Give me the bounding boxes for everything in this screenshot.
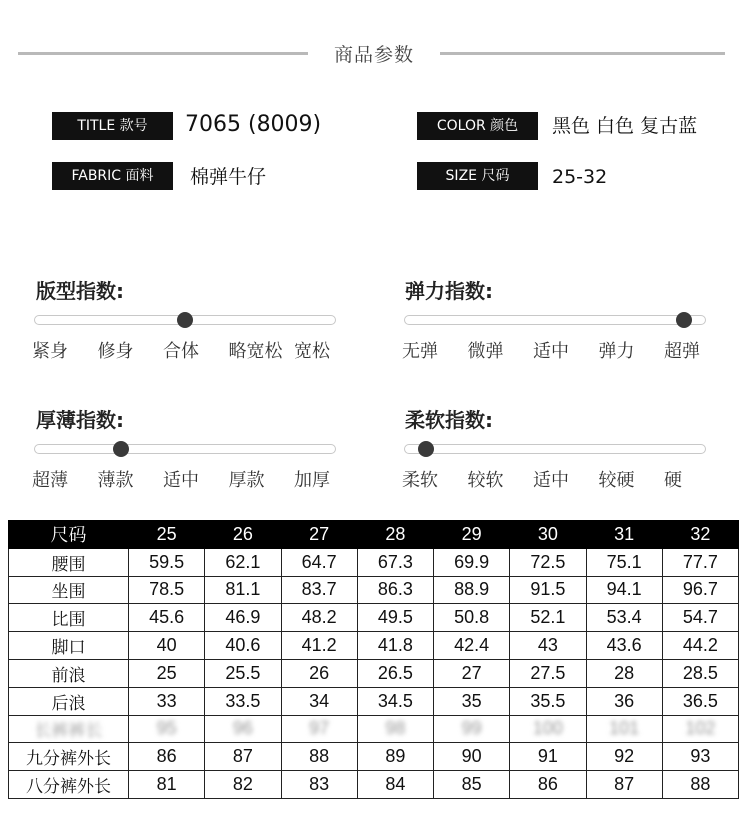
fabric-value: 棉弹牛仔 bbox=[190, 166, 267, 188]
fit-option: 紧身 bbox=[32, 341, 68, 362]
value-cell: 25 bbox=[129, 659, 205, 687]
thickness-index-track bbox=[34, 444, 336, 454]
value-cell: 36.5 bbox=[662, 687, 738, 715]
header-cell: 29 bbox=[434, 521, 510, 549]
value-cell: 40 bbox=[129, 632, 205, 660]
value-cell: 86 bbox=[129, 743, 205, 771]
fit-index-title: 版型指数: bbox=[36, 279, 124, 303]
value-cell: 96.7 bbox=[662, 576, 738, 604]
value-cell: 88.9 bbox=[434, 576, 510, 604]
row-label-cell: 脚口 bbox=[9, 632, 129, 660]
value-cell: 77.7 bbox=[662, 548, 738, 576]
value-cell: 59.5 bbox=[129, 548, 205, 576]
value-cell: 91 bbox=[510, 743, 586, 771]
section-title: 商品参数 bbox=[333, 44, 414, 66]
value-cell: 36 bbox=[586, 687, 662, 715]
value-cell: 90 bbox=[434, 743, 510, 771]
row-label-cell: 前浪 bbox=[9, 659, 129, 687]
header-cell: 25 bbox=[129, 521, 205, 549]
value-cell: 82 bbox=[205, 771, 281, 799]
value-cell: 94.1 bbox=[586, 576, 662, 604]
value-cell: 50.8 bbox=[434, 604, 510, 632]
value-cell: 100 bbox=[510, 715, 586, 743]
value-cell: 83.7 bbox=[281, 576, 357, 604]
header-cell: 30 bbox=[510, 521, 586, 549]
value-cell: 69.9 bbox=[434, 548, 510, 576]
header-divider-right bbox=[440, 52, 725, 55]
value-cell: 87 bbox=[586, 771, 662, 799]
value-cell: 44.2 bbox=[662, 632, 738, 660]
value-cell: 72.5 bbox=[510, 548, 586, 576]
table-row bbox=[9, 659, 739, 687]
value-cell: 33 bbox=[129, 687, 205, 715]
table-row bbox=[9, 548, 739, 576]
header-cell: 尺码 bbox=[9, 521, 129, 549]
value-cell: 41.2 bbox=[281, 632, 357, 660]
value-cell: 81 bbox=[129, 771, 205, 799]
value-cell: 41.8 bbox=[357, 632, 433, 660]
table-row bbox=[9, 771, 739, 799]
table-header-row bbox=[9, 521, 739, 549]
elasticity-index-title: 弹力指数: bbox=[405, 279, 493, 303]
value-cell: 49.5 bbox=[357, 604, 433, 632]
value-cell: 89 bbox=[357, 743, 433, 771]
size-table bbox=[8, 520, 739, 799]
value-cell: 46.9 bbox=[205, 604, 281, 632]
fit-option: 合体 bbox=[163, 341, 199, 362]
size-table-header bbox=[9, 521, 739, 549]
thickness-option: 薄款 bbox=[97, 470, 134, 491]
row-label-cell: 八分裤外长 bbox=[9, 771, 129, 799]
thickness-option: 厚款 bbox=[228, 470, 265, 491]
header-cell: 27 bbox=[281, 521, 357, 549]
value-cell: 97 bbox=[281, 715, 357, 743]
value-cell: 62.1 bbox=[205, 548, 281, 576]
softness-index-knob bbox=[418, 441, 434, 457]
table-row bbox=[9, 687, 739, 715]
value-cell: 84 bbox=[357, 771, 433, 799]
value-cell: 34 bbox=[281, 687, 357, 715]
softness-index-track bbox=[404, 444, 706, 454]
softness-option: 较软 bbox=[467, 470, 504, 491]
value-cell: 26 bbox=[281, 659, 357, 687]
softness-option: 适中 bbox=[533, 470, 569, 491]
fabric-tag: FABRIC 面料 bbox=[52, 162, 173, 190]
elasticity-index-knob bbox=[676, 312, 692, 328]
value-cell: 85 bbox=[434, 771, 510, 799]
value-cell: 93 bbox=[662, 743, 738, 771]
value-cell: 67.3 bbox=[357, 548, 433, 576]
title-value: 7065 (8009) bbox=[185, 112, 322, 137]
row-label-cell: 九分裤外长 bbox=[9, 743, 129, 771]
size-value: 25-32 bbox=[552, 166, 608, 188]
softness-index-title: 柔软指数: bbox=[405, 408, 493, 432]
elasticity-option: 超弹 bbox=[664, 341, 700, 362]
value-cell: 48.2 bbox=[281, 604, 357, 632]
size-tag: SIZE 尺码 bbox=[417, 162, 538, 190]
thickness-option: 适中 bbox=[163, 470, 199, 491]
row-label-cell: 长裤裤长 bbox=[9, 715, 129, 743]
value-cell: 53.4 bbox=[586, 604, 662, 632]
header-divider-left bbox=[18, 52, 308, 55]
value-cell: 42.4 bbox=[434, 632, 510, 660]
value-cell: 92 bbox=[586, 743, 662, 771]
softness-option: 硬 bbox=[664, 470, 682, 491]
table-row bbox=[9, 604, 739, 632]
fit-option: 修身 bbox=[97, 341, 134, 362]
value-cell: 43.6 bbox=[586, 632, 662, 660]
thickness-index-knob bbox=[113, 441, 129, 457]
value-cell: 52.1 bbox=[510, 604, 586, 632]
elasticity-option: 无弹 bbox=[402, 341, 438, 362]
value-cell: 28.5 bbox=[662, 659, 738, 687]
value-cell: 99 bbox=[434, 715, 510, 743]
size-table-body bbox=[9, 548, 739, 798]
value-cell: 75.1 bbox=[586, 548, 662, 576]
thickness-option: 加厚 bbox=[294, 470, 330, 491]
table-row bbox=[9, 576, 739, 604]
value-cell: 35.5 bbox=[510, 687, 586, 715]
value-cell: 27.5 bbox=[510, 659, 586, 687]
value-cell: 27 bbox=[434, 659, 510, 687]
value-cell: 83 bbox=[281, 771, 357, 799]
value-cell: 26.5 bbox=[357, 659, 433, 687]
softness-option: 柔软 bbox=[402, 470, 438, 491]
value-cell: 86 bbox=[510, 771, 586, 799]
value-cell: 64.7 bbox=[281, 548, 357, 576]
elasticity-option: 微弹 bbox=[467, 341, 504, 362]
color-value: 黑色 白色 复古蓝 bbox=[552, 115, 698, 137]
value-cell: 88 bbox=[662, 771, 738, 799]
row-label-cell: 坐围 bbox=[9, 576, 129, 604]
value-cell: 33.5 bbox=[205, 687, 281, 715]
table-row bbox=[9, 632, 739, 660]
fit-option: 略宽松 bbox=[228, 341, 283, 362]
softness-option: 较硬 bbox=[598, 470, 635, 491]
elasticity-index-track bbox=[404, 315, 706, 325]
row-label-cell: 后浪 bbox=[9, 687, 129, 715]
value-cell: 86.3 bbox=[357, 576, 433, 604]
header-cell: 28 bbox=[357, 521, 433, 549]
elasticity-option: 适中 bbox=[533, 341, 569, 362]
value-cell: 88 bbox=[281, 743, 357, 771]
elasticity-option: 弹力 bbox=[598, 341, 635, 362]
row-label-cell: 腰围 bbox=[9, 548, 129, 576]
value-cell: 35 bbox=[434, 687, 510, 715]
header-cell: 32 bbox=[662, 521, 738, 549]
value-cell: 101 bbox=[586, 715, 662, 743]
thickness-index-title: 厚薄指数: bbox=[36, 408, 124, 432]
table-row bbox=[9, 743, 739, 771]
value-cell: 34.5 bbox=[357, 687, 433, 715]
fit-option: 宽松 bbox=[294, 341, 330, 362]
value-cell: 81.1 bbox=[205, 576, 281, 604]
value-cell: 40.6 bbox=[205, 632, 281, 660]
value-cell: 96 bbox=[205, 715, 281, 743]
value-cell: 45.6 bbox=[129, 604, 205, 632]
value-cell: 102 bbox=[662, 715, 738, 743]
fit-index-knob bbox=[177, 312, 193, 328]
value-cell: 78.5 bbox=[129, 576, 205, 604]
value-cell: 91.5 bbox=[510, 576, 586, 604]
row-label-cell: 比围 bbox=[9, 604, 129, 632]
color-tag: COLOR 颜色 bbox=[417, 112, 538, 140]
table-row bbox=[9, 715, 739, 743]
value-cell: 87 bbox=[205, 743, 281, 771]
title-tag: TITLE 款号 bbox=[52, 112, 173, 140]
value-cell: 43 bbox=[510, 632, 586, 660]
thickness-option: 超薄 bbox=[32, 470, 68, 491]
header-cell: 31 bbox=[586, 521, 662, 549]
value-cell: 25.5 bbox=[205, 659, 281, 687]
value-cell: 54.7 bbox=[662, 604, 738, 632]
value-cell: 28 bbox=[586, 659, 662, 687]
value-cell: 95 bbox=[129, 715, 205, 743]
value-cell: 98 bbox=[357, 715, 433, 743]
header-cell: 26 bbox=[205, 521, 281, 549]
